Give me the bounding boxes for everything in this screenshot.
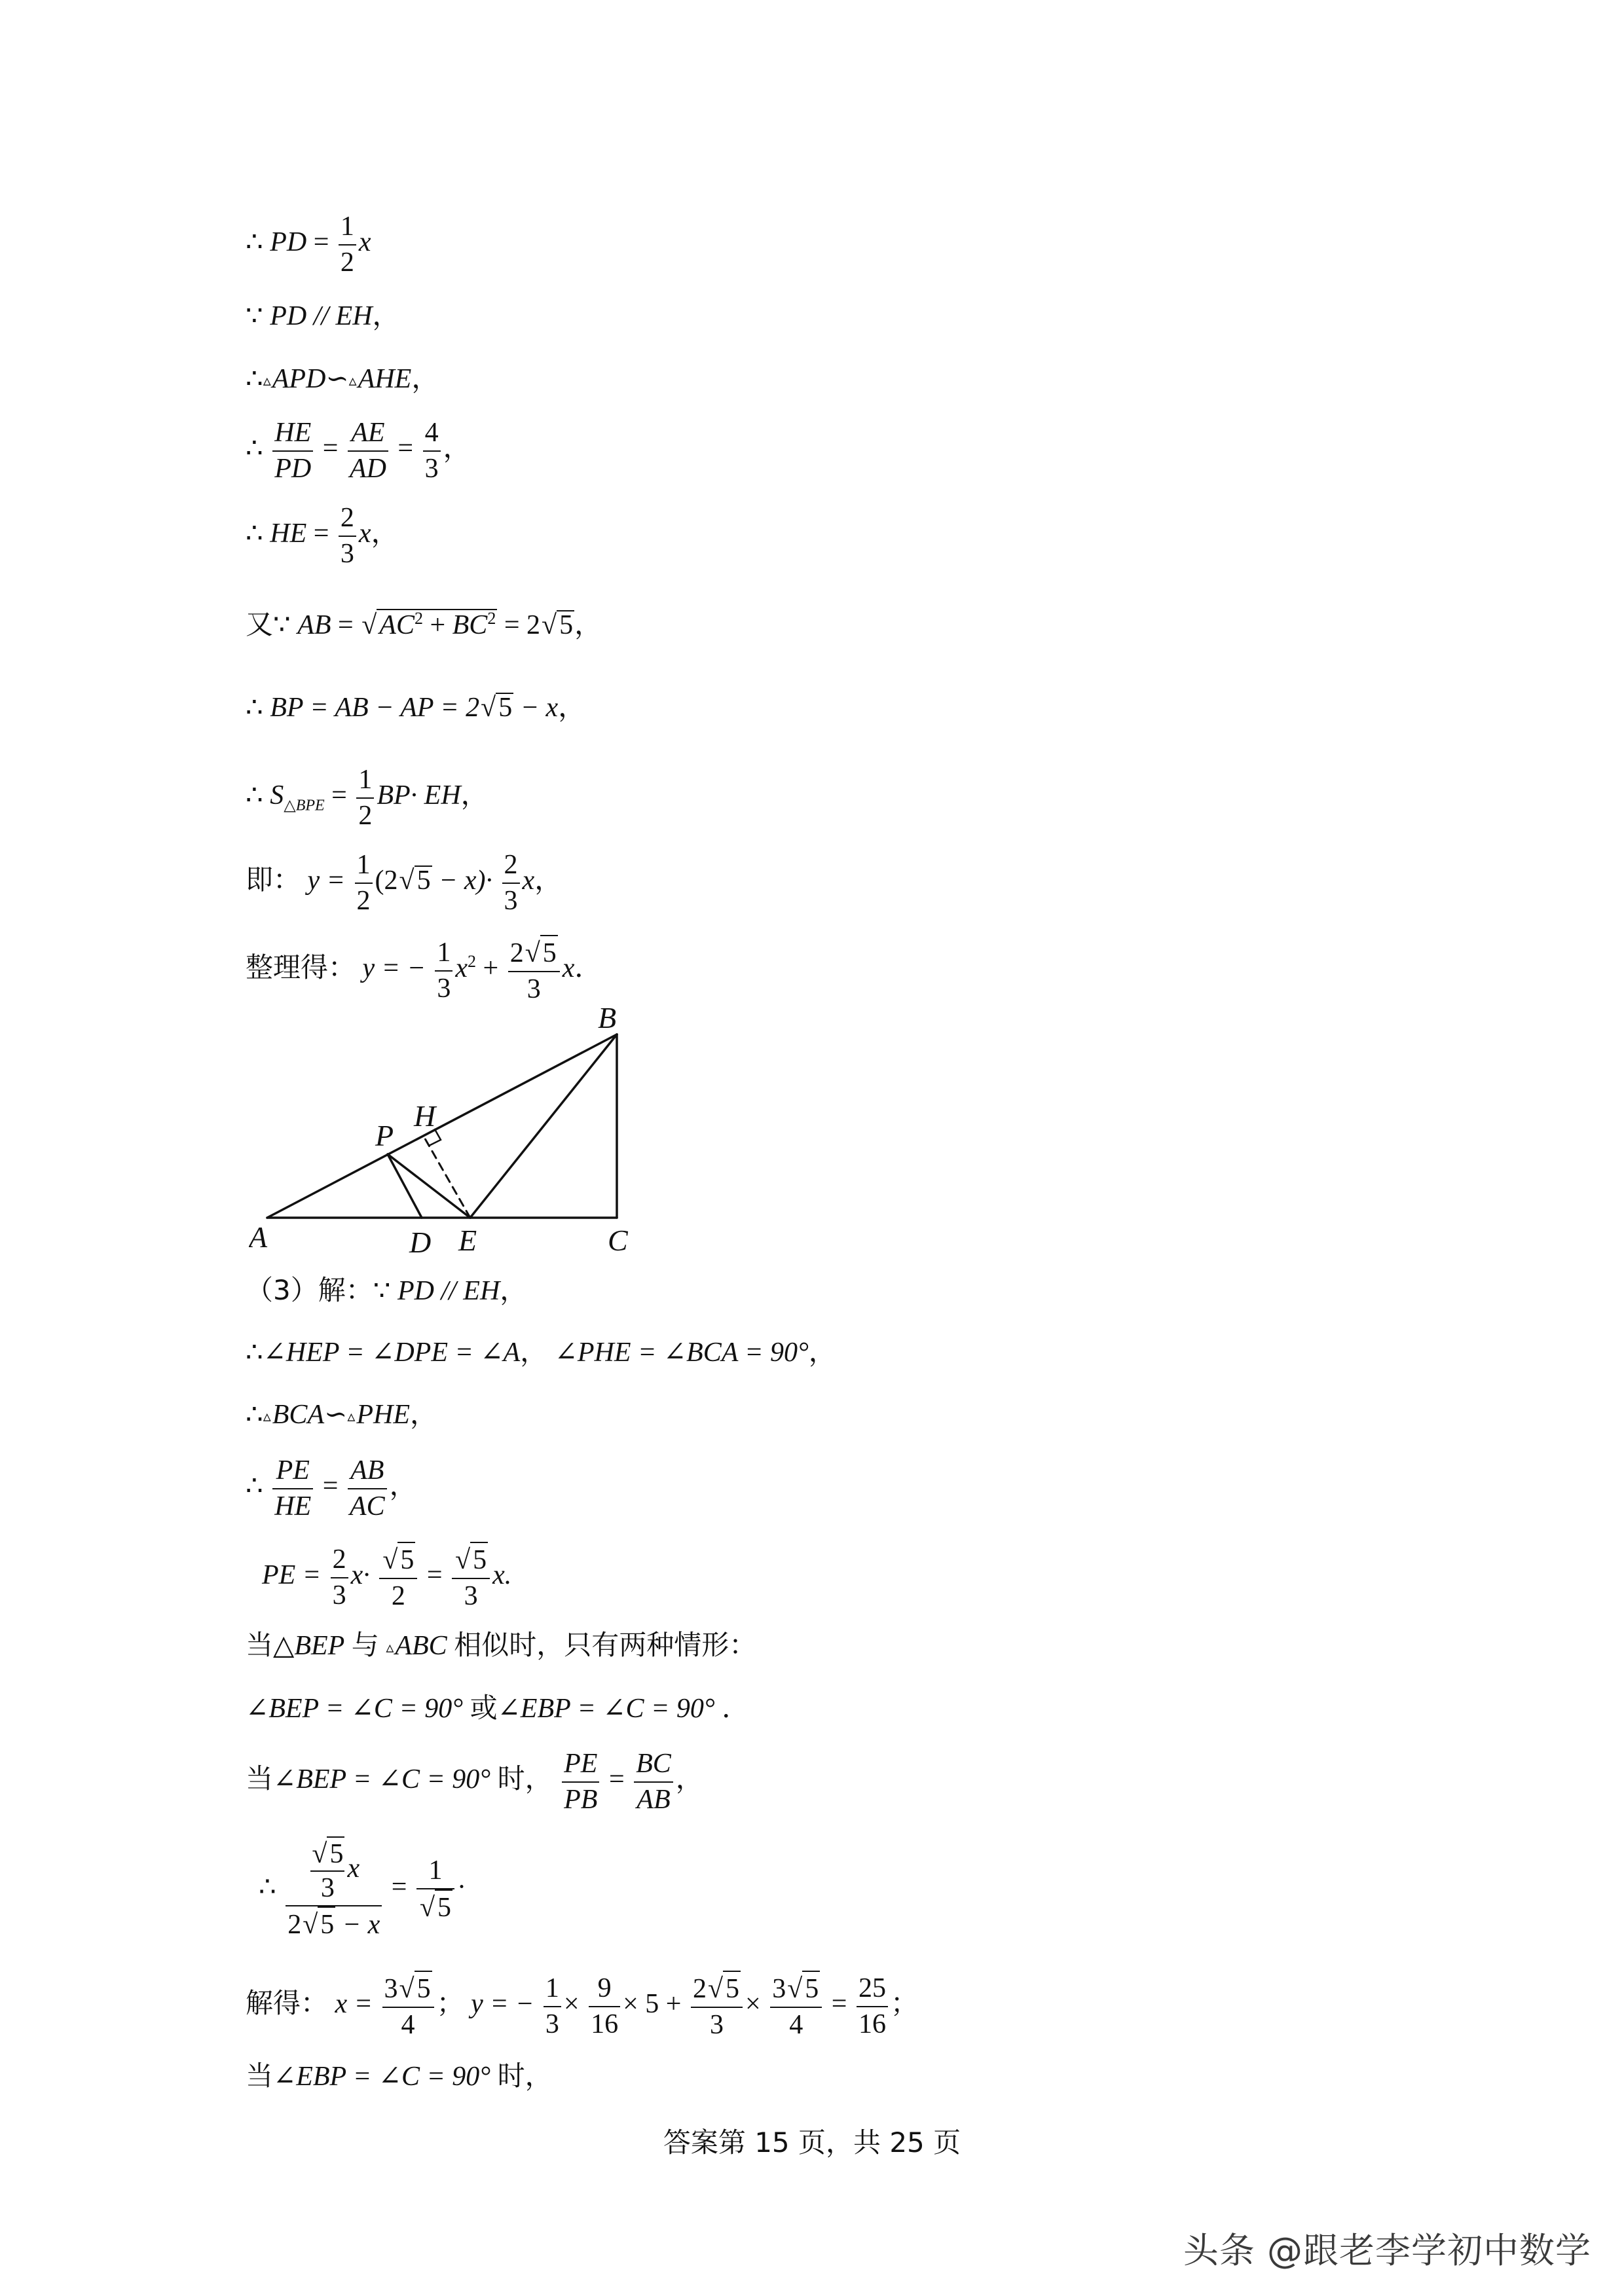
fraction <box>382 1971 434 2042</box>
fraction <box>857 1971 888 2041</box>
area-symbol: S <box>270 780 284 811</box>
line-12 <box>246 1339 836 1366</box>
because-symbol: ∵ <box>373 1276 391 1306</box>
sqrt-icon: √ <box>455 1545 471 1575</box>
radicand-a: AC <box>379 610 415 640</box>
equals: = <box>313 227 329 258</box>
coefficient: 2 <box>692 1974 707 2004</box>
numerator: 1 <box>356 763 374 799</box>
therefore-symbol: ∴ <box>246 693 263 723</box>
equals: = <box>397 433 414 464</box>
sqrt-icon: √ <box>542 610 557 640</box>
inner-denominator: 3 <box>320 1873 335 1904</box>
radicand: 5 <box>415 866 432 894</box>
text: 时， <box>497 1762 553 1795</box>
label-A: A <box>249 1220 268 1254</box>
denominator: AC <box>349 1491 385 1522</box>
inner-fraction <box>310 1836 344 1905</box>
therefore-symbol: ∴ <box>246 1471 263 1502</box>
expr-tail: − x <box>513 693 559 723</box>
line-13 <box>246 1401 437 1429</box>
expr: APD <box>272 364 326 394</box>
punct: ， <box>534 866 563 896</box>
geometry-figure <box>249 995 655 1257</box>
complex-fraction <box>286 1836 382 1942</box>
segment-AB <box>267 1034 617 1218</box>
numerator: 1 <box>355 848 373 884</box>
fraction <box>423 416 441 486</box>
radicand: 5 <box>557 610 574 639</box>
fraction <box>562 1747 599 1817</box>
denominator <box>416 1889 454 1925</box>
therefore-symbol: ∴ <box>246 519 263 549</box>
denominator: HE <box>274 1491 312 1522</box>
punct: ， <box>411 364 439 394</box>
numerator: 1 <box>416 1853 454 1889</box>
expr: BP = AB − AP = 2 <box>270 693 480 723</box>
punct: ， <box>574 610 602 640</box>
numerator: 1 <box>435 936 452 972</box>
variable: x <box>522 866 535 896</box>
text: 与 <box>351 1629 379 1661</box>
punct: ， <box>675 1764 703 1795</box>
equals: = <box>608 1764 625 1795</box>
numerator: 1 <box>544 1971 561 2007</box>
equals: = <box>391 1872 407 1903</box>
punct: ， <box>410 1400 438 1430</box>
inner-numerator <box>310 1836 344 1872</box>
radicand: 5 <box>397 1542 415 1578</box>
punct: ， <box>520 1338 548 1368</box>
line-2 <box>246 302 400 330</box>
therefore-symbol: ∴ <box>259 1872 276 1903</box>
fraction <box>416 1853 454 1925</box>
segment-PE <box>388 1154 470 1218</box>
numerator <box>382 1971 434 2008</box>
exponent: 2 <box>487 609 496 628</box>
line-3 <box>246 365 439 393</box>
expr: ∠BEP = ∠C = 90° <box>273 1764 491 1795</box>
text: 当 <box>246 1629 274 1661</box>
expr: y = − <box>362 953 426 984</box>
numerator: AE <box>348 416 388 452</box>
expr: y = − <box>471 1989 534 2020</box>
line-21 <box>246 2062 553 2090</box>
fraction <box>355 848 373 918</box>
equals: = <box>504 610 520 640</box>
denominator: PB <box>564 1784 598 1815</box>
line-1 <box>246 210 371 280</box>
triangle-icon: ▵ <box>348 373 357 390</box>
area-subscript: △BPE <box>284 797 325 814</box>
exponent: 2 <box>414 609 423 628</box>
fraction <box>339 210 356 280</box>
equals: = <box>338 610 354 640</box>
text: 当 <box>246 1762 274 1795</box>
fraction <box>272 416 313 486</box>
denominator: 2 <box>356 885 371 916</box>
denominator: 2 <box>358 800 373 831</box>
line-6 <box>246 609 602 639</box>
denominator: 16 <box>591 2009 619 2039</box>
radicand: 5 <box>496 693 513 721</box>
radicand <box>377 609 497 639</box>
triangle-icon: ▵ <box>263 1408 271 1425</box>
sqrt-icon: √ <box>382 1545 398 1575</box>
line-19 <box>259 1836 466 1942</box>
similar-symbol: ∽ <box>324 1400 348 1430</box>
variable: x. <box>492 1560 512 1591</box>
line-17 <box>246 1694 749 1722</box>
sqrt-icon: √ <box>525 938 540 968</box>
because-symbol: ∵ <box>246 301 263 331</box>
coefficient: 3 <box>384 1974 398 2004</box>
numerator: 2 <box>331 1542 348 1578</box>
numerator <box>691 1971 743 2008</box>
expr: ABC <box>395 1631 447 1661</box>
radicand: 5 <box>723 1971 741 2007</box>
denominator: 3 <box>424 453 439 484</box>
label-P: P <box>375 1119 394 1152</box>
denominator: 16 <box>858 2009 886 2039</box>
expr-tail: − x <box>335 1909 380 1940</box>
line-18 <box>246 1747 703 1817</box>
fraction <box>634 1747 673 1817</box>
label-D: D <box>409 1226 432 1257</box>
expr: − x)· <box>432 866 493 896</box>
denominator: AB <box>637 1784 671 1815</box>
equals: = <box>322 1471 339 1502</box>
punct: ， <box>460 780 489 811</box>
radicand: 5 <box>802 1971 820 2007</box>
line-5 <box>246 501 399 571</box>
denominator: 3 <box>710 2009 724 2040</box>
fraction <box>348 416 388 486</box>
segment-EH-dashed <box>423 1135 470 1218</box>
line-4 <box>246 416 471 486</box>
equals: = <box>331 780 347 811</box>
label-H: H <box>414 1099 436 1133</box>
fraction <box>544 1971 561 2041</box>
denominator: 3 <box>464 1580 478 1611</box>
denominator: 3 <box>504 885 518 916</box>
punct: · <box>457 1872 467 1903</box>
denominator: 4 <box>789 2009 803 2040</box>
numerator: PE <box>272 1453 313 1489</box>
expr: y = <box>307 866 345 896</box>
numerator: BC <box>634 1747 673 1783</box>
fraction <box>452 1542 490 1613</box>
prefix: 解得： <box>246 1987 329 2020</box>
times: × <box>563 1989 580 2020</box>
denominator: 3 <box>340 538 354 569</box>
radicand: 5 <box>435 1889 452 1925</box>
coefficient: 2 <box>287 1909 302 1940</box>
line-20 <box>246 1971 918 2042</box>
punct: ， <box>389 1471 417 1502</box>
fraction <box>502 848 520 918</box>
sqrt-icon: √ <box>312 1839 327 1869</box>
numerator: 9 <box>589 1971 620 2007</box>
fraction <box>348 1453 387 1523</box>
punct: ， <box>558 693 586 723</box>
punct: ， <box>371 519 399 549</box>
equals: = <box>831 1989 847 2020</box>
therefore-symbol: ∴ <box>246 433 263 464</box>
triangle-icon: ▵ <box>347 1408 356 1425</box>
label-E: E <box>458 1224 477 1257</box>
sqrt-icon: √ <box>399 866 415 896</box>
prefix: 即： <box>246 864 301 896</box>
equals: = <box>322 433 339 464</box>
segment-PD <box>388 1154 422 1218</box>
denominator: 3 <box>332 1580 346 1611</box>
expr: HE <box>270 519 307 549</box>
exponent: 2 <box>468 952 476 972</box>
text: 时， <box>497 2060 553 2092</box>
numerator <box>379 1542 417 1579</box>
line-7 <box>246 693 585 721</box>
fraction <box>339 501 356 571</box>
expr: (2 <box>375 866 398 896</box>
fraction <box>379 1542 417 1613</box>
therefore-symbol: ∴ <box>246 1338 263 1368</box>
times: × <box>745 1989 761 2020</box>
watermark: 头条 @跟老李学初中数学 <box>1183 2230 1591 2271</box>
expr: BCA <box>272 1400 325 1430</box>
numerator <box>452 1542 490 1579</box>
punct: ， <box>500 1276 528 1306</box>
line-16 <box>246 1631 756 1660</box>
coefficient: 2 <box>509 938 524 968</box>
variable: x <box>358 227 371 258</box>
punct: ， <box>808 1338 836 1368</box>
radicand: 5 <box>318 1906 335 1942</box>
expr: PD // EH <box>397 1276 500 1306</box>
punct: ； <box>436 1989 464 2020</box>
expr: ∠EBP = ∠C = 90° <box>497 1694 715 1724</box>
sqrt-icon: √ <box>303 1909 318 1940</box>
numerator: 1 <box>339 210 356 246</box>
therefore-symbol: ∴ <box>246 364 263 394</box>
triangle-icon: △ <box>273 1631 295 1661</box>
complex-denominator <box>286 1906 382 1942</box>
numerator <box>770 1971 822 2008</box>
equals: = <box>426 1560 443 1591</box>
expr: AB <box>297 610 331 640</box>
numerator: 4 <box>423 416 441 452</box>
fraction <box>331 1542 348 1613</box>
fraction <box>589 1971 620 2041</box>
text: 当 <box>246 2060 274 2092</box>
label-B: B <box>598 1001 617 1034</box>
denominator: AD <box>349 453 386 484</box>
label-C: C <box>608 1224 628 1257</box>
sqrt-icon: √ <box>361 610 377 640</box>
sqrt-icon: √ <box>787 1974 803 2004</box>
punct: ． <box>722 1694 750 1724</box>
radicand: 5 <box>415 1971 432 2007</box>
sqrt-icon: √ <box>707 1974 724 2004</box>
prefix: 又∵ <box>246 608 291 640</box>
times: × 5 + <box>623 1989 682 2020</box>
sqrt-icon: √ <box>419 1892 435 1923</box>
denominator: 3 <box>437 973 451 1004</box>
line-8 <box>246 763 489 833</box>
sqrt-icon: √ <box>399 1974 415 2004</box>
expr: PD <box>270 227 307 258</box>
plus: + <box>476 953 506 984</box>
punct: ， <box>372 301 400 331</box>
page-footer: 答案第 15 页，共 25 页 <box>663 2126 961 2159</box>
sqrt-icon: √ <box>481 693 496 723</box>
denominator: 3 <box>526 974 541 1004</box>
variable: x <box>455 953 468 984</box>
variable: x· <box>350 1560 370 1591</box>
coefficient: 3 <box>772 1974 786 2004</box>
line-14 <box>246 1453 417 1523</box>
denominator: PD <box>274 453 312 484</box>
line-9 <box>246 848 562 918</box>
numerator <box>508 935 560 972</box>
radicand: 5 <box>327 1836 344 1870</box>
expr: BEP <box>294 1631 345 1661</box>
fraction <box>356 763 374 833</box>
numerator: 25 <box>857 1971 888 2007</box>
expr: BP· EH <box>377 780 461 811</box>
fraction <box>770 1971 822 2042</box>
plus: + <box>430 610 446 640</box>
punct: ． <box>574 953 602 984</box>
denominator: 2 <box>340 247 354 278</box>
expr: ∠PHE = ∠BCA = 90° <box>554 1338 809 1368</box>
prefix: 整理得： <box>246 951 356 984</box>
equals: = <box>313 519 329 549</box>
fraction <box>272 1453 313 1523</box>
radicand: 5 <box>540 935 558 971</box>
denominator: 2 <box>391 1580 405 1611</box>
expr: PD // EH <box>270 301 373 331</box>
similar-symbol: ∽ <box>325 364 349 394</box>
therefore-symbol: ∴ <box>246 780 263 811</box>
line-15 <box>262 1542 511 1613</box>
denominator: 3 <box>545 2009 559 2039</box>
variable: x <box>358 519 371 549</box>
expr: ∠HEP = ∠DPE = ∠A <box>263 1338 521 1368</box>
punct: ， <box>443 433 471 464</box>
therefore-symbol: ∴ <box>246 1400 263 1430</box>
expr: AHE <box>358 364 412 394</box>
expr: ∠EBP = ∠C = 90° <box>273 2062 491 2092</box>
prefix: （3）解： <box>246 1274 373 1306</box>
complex-numerator <box>286 1836 382 1906</box>
text: 或 <box>470 1692 498 1724</box>
numerator: AB <box>348 1453 387 1489</box>
triangle-icon: ▵ <box>263 373 271 390</box>
line-11 <box>246 1274 528 1306</box>
numerator: HE <box>272 416 313 452</box>
numerator: 2 <box>339 501 356 537</box>
expr: ∠BEP = ∠C = 90° <box>246 1694 464 1724</box>
expr: x = <box>335 1989 373 2020</box>
variable: x <box>347 1853 360 1884</box>
denominator: 4 <box>401 2009 415 2040</box>
variable: x <box>562 953 575 984</box>
text: 相似时，只有两种情形： <box>454 1629 757 1661</box>
radicand-b: BC <box>452 610 488 640</box>
therefore-symbol: ∴ <box>246 227 263 258</box>
triangle-icon: ▵ <box>386 1639 394 1656</box>
radicand: 5 <box>470 1542 488 1578</box>
expr: PE = <box>262 1560 322 1591</box>
numerator: PE <box>562 1747 599 1783</box>
punct: ； <box>890 1989 918 2020</box>
expr: PHE <box>356 1400 411 1430</box>
fraction <box>691 1971 743 2042</box>
coefficient: 2 <box>526 610 541 640</box>
numerator: 2 <box>502 848 520 884</box>
segment-BE <box>470 1034 617 1218</box>
